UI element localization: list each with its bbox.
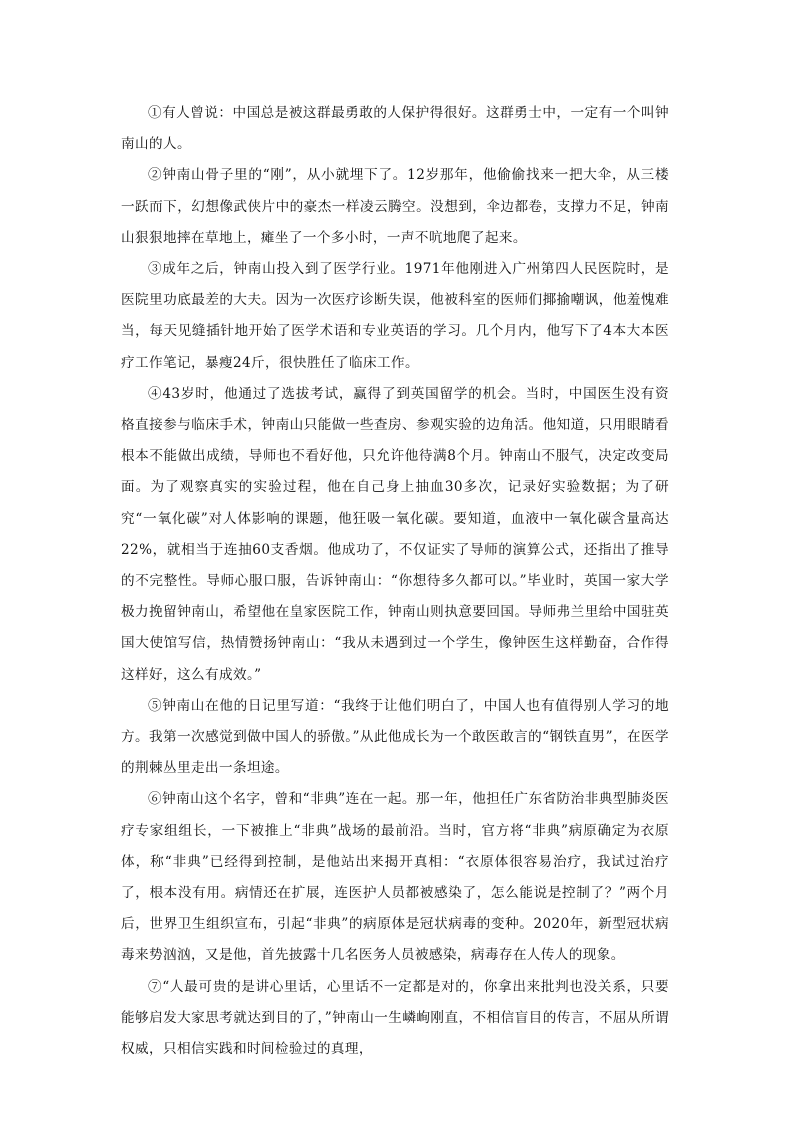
paragraph-4: ④43岁时，他通过了选拔考试，赢得了到英国留学的机会。当时，中国医生没有资格直接参与临床手术，钟南山只能做一些查房、参观实验的边角活。他知道，只用眼睛看根本不能做出成绩，导师也不看好他，只允许他待满8个月。钟南山不服气，决定改变局面。为了观察真实的实验过程，他在自己身上抽血30多次，记录好实验数据；为了研究“一氧化碳”对人体影响的课题，他狂吸一氧化碳。要知道，血液中一氧化碳含量高达22%，就相当于连抽60支香烟。他成功了，不仅证实了导师的演算公式，还指出了推导的不完整性。导师心服口服，告诉钟南山：“你想待多久都可以。”毕业时，英国一家大学极力挽留钟南山，希望他在皇家医院工作，钟南山则执意要回国。导师弗兰里给中国驻英国大使馆写信，热情赞扬钟南山：“我从未遇到过一个学生，像钟医生这样勤奋，合作得这样好，这么有成效。” xyxy=(121,385,669,683)
paragraph-2: ②钟南山骨子里的“刚”，从小就埋下了。12岁那年，他偷偷找来一把大伞，从三楼一跃而下，幻想像武侠片中的豪杰一样凌云腾空。没想到，伞边都卷，支撑力不足，钟南山狠狠地摔在草地上，瘫坐了一个多小时，一声不吭地爬了起来。 xyxy=(121,167,669,246)
paragraph-3: ③成年之后，钟南山投入到了医学行业。1971年他刚进入广州第四人民医院时，是医院里功底最差的大夫。因为一次医疗诊断失误，他被科室的医师们揶揄嘲讽，他羞愧难当，每天见缝插针地开始了医学术语和专业英语的学习。几个月内，他写下了4本大本医疗工作笔记，暴瘦24斤，很快胜任了临床工作。 xyxy=(121,261,669,371)
paragraph-6: ⑥钟南山这个名字，曾和“非典”连在一起。那一年，他担任广东省防治非典型肺炎医疗专家组组长，一下被推上“非典”战场的最前沿。当时，官方将“非典”病原确定为衣原体，称“非典”已经得到控制，是他站出来揭开真相：“衣原体很容易治疗，我试过治疗了，根本没有用。病情还在扩展，连医护人员都被感染了，怎么能说是控制了？”两个月后，世界卫生组织宣布，引起“非典”的病原体是冠状病毒的变种。2020年，新型冠状病毒来势汹汹，又是他，首先披露十几名医务人员被感染，病毒存在人传人的现象。 xyxy=(121,791,669,964)
paragraph-1: ①有人曾说：中国总是被这群最勇敢的人保护得很好。这群勇士中，一定有一个叫钟南山的人。 xyxy=(121,105,669,153)
paragraph-7: ⑦“人最可贵的是讲心里话，心里话不一定都是对的，你拿出来批判也没关系，只要能够启发大家思考就达到目的了，”钟南山一生嶙峋刚直，不相信盲目的传言，不屈从所谓权威，只相信实践和时间检验过的真理， xyxy=(121,978,669,1058)
document-body xyxy=(121,98,669,1065)
paragraph-5: ⑤钟南山在他的日记里写道：“我终于让他们明白了，中国人也有值得别人学习的地方。我第一次感觉到做中国人的骄傲。”从此他成长为一个敢医敢言的“钢铁直男”，在医学的荆棘丛里走出一条坦途。 xyxy=(121,697,669,777)
